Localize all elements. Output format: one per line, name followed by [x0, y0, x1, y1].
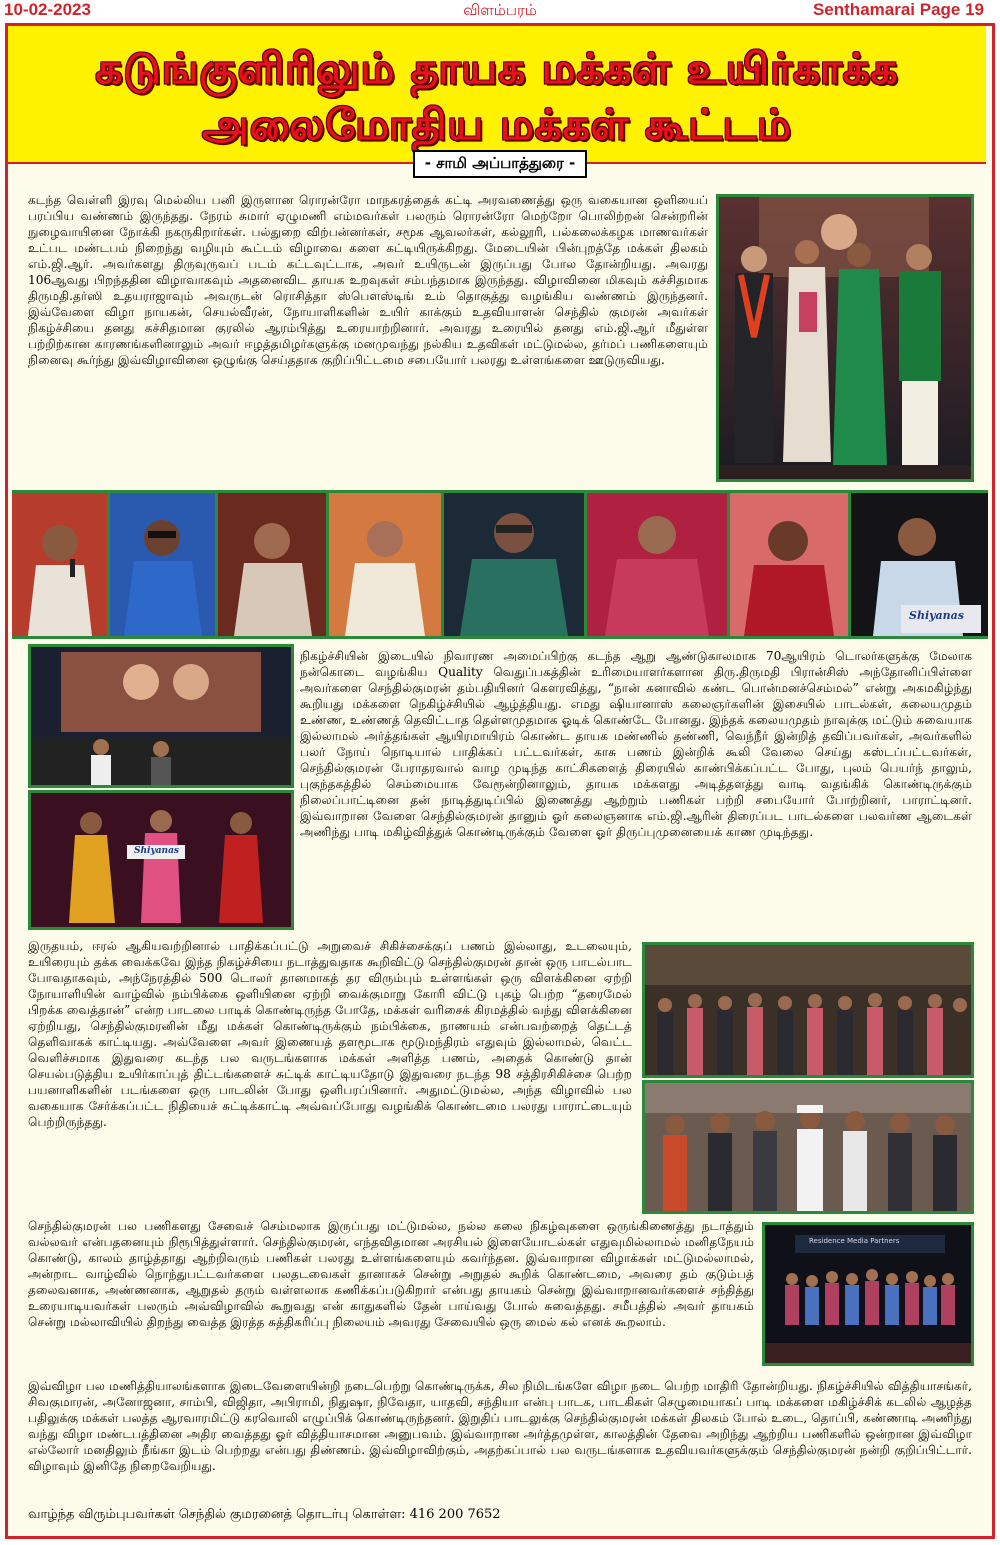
photo-stage-mgr-backdrop	[28, 644, 294, 788]
section-label: விளம்பரம்	[463, 1, 537, 19]
article-paragraph-1	[28, 192, 708, 482]
photo-mgr-costume-group	[642, 1080, 974, 1214]
singers-photo-strip	[12, 490, 988, 639]
singer-photo-3	[218, 493, 326, 636]
issue-date: 10-02-2023	[4, 0, 91, 19]
singer-photo-7	[730, 493, 848, 636]
headline-line-2: அலைமோதிய மக்கள் கூட்டம்	[202, 100, 792, 149]
headline-banner	[8, 26, 986, 164]
stage-banner-text: Shiyanas	[134, 846, 179, 856]
photo-lamp-lighting-crowd	[642, 942, 974, 1078]
headline-line-1: கடுங்குளிரிலும் தாயக மக்கள் உயிர்காக்க	[95, 44, 899, 93]
singer-photo-4	[329, 493, 441, 636]
hall-banner-text: Residence Media Partners	[809, 1237, 900, 1245]
photo-hall-group	[762, 1222, 974, 1366]
keyboard-brand-text: Shiyanas	[909, 609, 964, 622]
paragraph-4-text: செந்தில்குமரன் பல பணிகளது சேவைச் செம்மலாக இருப்பது மட்டுமல்ல, நல்ல கலை நிகழ்வுகளை ஒருங்கிணைத்து நடாத்தும் வல்லவர் என்பதனையும் நிரூபித்துள்ளார். செந்தில்குமரன், எந்தவிதமான அரசியல் இளையோடல்கள் எதுவுமில்லாமல் மனிதநேயம் கொண்டு, காலம் தாழ்த்தாது ஆற்றிவரும் பணிகள் பலரது உள்ளங்களையும் கவர்ந்தன. இவ்வாறான விழாக்கள் மட்டுமல்லாமல், அன்றாட வாழ்வில் நொந்துபட்டவர்களை பலதடவைகள் தானாகச் சென்று அறுதல் கூறிக் கொண்டமை, அவரை தம் குடும்பத் தலைவனாக, அண்ணனாக, ஆறுதல் தரும் வள்ளலாக கணிக்கப்படுகிறார் என்பது தாயகம் சென்று இவ்வாறானவர்களைச் சந்தித்து உரையாடியவர்கள் பலரும் அவ்விழாவில் கூறுவது என் காதுகளில் தேன் பாய்வது போல் சுவைத்தது. சமீபத்தில் அவர் தாயகம் சென்று மல்லாவியில் திறந்து வைத்த இரத்த சுத்திகரிப்பு நிலையம் அவரது சேவையில் ஒரு மைல் கல் எனக் கூறலாம்.	[28, 1219, 754, 1329]
publication-page: Senthamarai Page 19	[812, 0, 984, 19]
paragraph-1-text: கடந்த வெள்ளி இரவு மெல்லிய பனி இருளான ரொரன்ரோ மாநகரத்தைக் கட்டி அரவணைத்து ஒரு வகையான ஒளியைப் பரப்பிய வண்ணம் இருந்தது. நேரம் சுமார் ஏழுமணி எம்மவர்கள் பலரும் ரொரன்ரோ மெற்றோ பொலிற்றன் சென்றரின் நுழைவாயினை நோக்கி நகருகிறார்கள். பல்துறை விற்பன்னர்கள், சமூக ஆவலர்கள், கல்லூரி, பல்கலைக்கழக மாணவர்கள் உட்பட மண்டபம் நிறைந்து வழியும் கூட்டம் விழாவை களை கட்டியிருக்கிறது. மேடையின் பின்புறத்தே மக்கள் திலகம் எம்.ஜி.ஆர். அவர்களது திருவுருவப் படம் கட்டவுட்டாக, அவர் உயிருடன் இருப்பது போல தோன்றியது. அவரது 106ஆவது பிறந்ததின விழாவாகவும் அதனைவிட தாயக உறவுகள் சம்பந்தமாக இருந்தது. விழாவினை மிகவும் கச்சிதமாக திருமதி.தர்ஸி உதயராஜாவும் அவருடன் ரொசித்தா ஸ்பௌஸ்டிங் உம் தொகுத்து வழங்கிய வண்ணம் இருந்தனர். இவ்வேளை விழா நாயகன், செயல்வீரன், நோயாளிகளின் உயிர் காக்கும் உதவியாளன் செந்தில் குமரன் அவர்கள் நிகழ்ச்சியை தனது கச்சிதமான குரலில் ஆரம்பித்து உரையாற்றினார். அவரது உரையில் தனது எம்.ஜி.ஆர் மீதுள்ள பற்றிற்கான காரணங்களினாலும் அவர் ஈழத்தமிழர்களுக்கு மனமுவந்து நல்கிய உதவிகள் மட்டுமல்ல, தர்மப் பணிகளையும் நினைவு கூர்ந்து இவ்விழாவினை ஒழுங்கு செய்ததாக குறிப்பிட்டமை சபையோர் பலரது உள்ளங்களை ஊடுருவியது.	[28, 193, 708, 367]
byline: - சாமி அப்பாத்துரை -	[413, 150, 588, 178]
singer-photo-2	[110, 493, 215, 636]
singer-photo-6	[587, 493, 727, 636]
article-paragraph-5	[28, 1378, 972, 1506]
article-paragraph-3	[28, 938, 632, 1218]
paragraph-2-text: நிகழ்ச்சியின் இடையில் நிவாரண அமைப்பிற்கு கடந்த ஆறு ஆண்டுகாலமாக 70ஆயிரம் டொலர்களுக்கு மேலாக நன்கொடை வழங்கிய Quality வெதுப்பகத்தின் உரிமையாளர்களான திரு.திருமதி பிரான்சிஸ் அந்தோனிப்பிள்ளை அவர்களை செந்தில்குமரன் தம்பதியினர் கௌரவித்து, “நான் கனாவில் கண்ட பொன்மனச்செம்மல்” என்று அகமகிழ்ந்து கூறியது மக்களை நெகிழ்ச்சியில் ஆழ்த்தியது. எமது ஷியானாஸ் கலைஞர்களின் இசையில் பாடல்கள், கலையமுதம் உண்ண, உண்ணத் தெவிட்டாத தெள்ளமுதமாக ஓடிக் கொண்டே போனது. இந்தக் கலையமுதம் நாவுக்கு மட்டும் சுவையாக இல்லாமல் அர்த்தங்கள் ஆயிரமாயிரம் கொண்ட தாயக மண்ணில் தண்ணி, வெந்நீர் இன்றித் தவிப்பவர்கள், அவர்களில் பலர் நோய் நொடியால் பாதிக்கப் பட்டவர்கள், காசு பணம் இன்றிக் கூலி வேலை செய்து கஸ்டப்பட்டவர்கள், செந்தில்குமரன் பேராதரவால் வாழ முடிந்த காட்சிகளைத் திரையில் காண்பிக்கப்பட்ட போது, புலம் பெயர்ந் தாலும், புகுந்தகத்தில் செம்மையாக வேரூன்றினாலும், தாயக மக்களது அடித்தளத்து வாடி வதங்கிக் கொண்டிருக்கும் நிலைப்பாட்டினை தன் நாடித்துடிப்பில் இணைத்து ஆற்றும் பணிகள் பற்றி சபையோர் போற்றினர், பாராட்டினர். இவ்வாறான வேளை செந்தில்குமரன் தானும் ஓர் கலைஞனாக எம்.ஜி.ஆரின் திரைப்பட பாடல்களை பலவர்ண ஆடைகள் அணிந்து பாடி மகிழ்வித்துக் கொண்டிருக்கும் வேளை ஓர் திருப்புமுனையைக் காண முடிந்தது.	[300, 649, 972, 839]
photo-singers-on-stage	[28, 790, 294, 930]
byline-wrap	[0, 150, 1000, 178]
singer-photo-8	[851, 493, 988, 636]
singer-photo-1	[12, 493, 107, 636]
photo-stage-group-image	[719, 197, 971, 479]
page-header	[0, 0, 1000, 22]
paragraph-3-text: இருதயம், ஈரல் ஆகியவற்றினால் பாதிக்கப்பட்டு அறுவைச் சிகிச்சைக்குப் பணம் இல்லாது, உடலையும், உயிரையும் தக்க வைக்கவே இந்த நிகழ்ச்சியை நடாத்துவதாக கூறிவிட்டு செந்தில்குமரன் தான் ஒரு பாடல்பாட போவதாகவும், அந்நேரத்தில் 500 டொலர் தானமாகத் தர விரும்பும் உள்ளங்கள் ஒரு விளக்கினை ஏற்றி நோயாளியின் வாழ்வில் நம்பிக்கை ஒளியினை ஏற்றி வைக்குமாறு கோரி விட்டு புகழ் பெற்ற “தரைமேல் பிறக்க வைத்தான்” என்ற பாடலை பாடிக் கொண்டிருந்த போதே, மக்கள் வரிசைக் கிரமத்தில் வந்து விளக்கினை ஏற்றியது, செந்தில்குமரனின் மீது மக்கள் கொண்டிருக்கும் நம்பிக்கை, நாணயம் என்பவற்றைத் தெட்டத் தெளிவாகக் காட்டியது. அவ்வேளை அவர் இணையத் தளமூடாக மூடுமந்திரம் எதுவும் இல்லாமல், வெட்ட வெளிச்சமாக இதுவரை கடந்த பல வருடங்களாக மக்கள் அளித்த பணம், அதைக் கொண்டு தான் செயல்படுத்திய உயிர்காப்புத் திட்டங்களைச் சுட்டிக் காட்டியதோடு இதுவரை நடந்த 98 சத்திரசிகிச்சை பெற்ற பயனாளிகளின் படங்களை ஒரு பாடலின் போது ஒளிபரப்பினார். அதுமட்டுமல்ல, அந்த விழாவில் பல வகையாக சேர்க்கப்பட்ட நிதியைச் சுட்டிக்காட்டி அவ்வப்போது வழங்கிக் கொண்டமை பலரது பாராட்டையும் பெற்றிருந்தது.	[28, 939, 632, 1129]
contact-line: வாழ்ந்த விரும்புபவர்கள் செந்தில் குமரனைத் தொடர்பு கொள்ள: 416 200 7652	[28, 1507, 501, 1522]
paragraph-5-text: இவ்விழா பல மணித்தியாலங்களாக இடைவேளையின்றி நடைபெற்று கொண்டிருக்க, சில நிமிடங்களே விழா நடை பெற்ற மாதிரி தோன்றியது. நிகழ்ச்சியில் வித்தியாசங்கர், சிவகுமாரன், அனோஜனா, சாம்பி, விஜிதா, அபிராமி, நிதுஷா, நிவேதா, யாதவி, சந்தியா என்பு பாடக, பாடகிகள் செழுமையாகப் பாடி மக்களை மகிழ்ச்சிக் கடலில் ஆழத்த பதிலுக்கு மக்கள் பலத்த ஆரவாரமிட்டு கரவொலி எழுப்பிக் கொண்டிருந்தனர். இறுதிப் பாடலுக்கு செந்தில்குமரன் மக்கள் திலகம் போல் உடை, தொப்பி, கண்ணாடி அணிந்து வந்து விழா மண்டபத்தினை அதிர வைத்தது ஓர் வித்தியாசமான அனுபவம். இவ்வாறான அர்த்தமுள்ள, காலத்தின் தேவை அறிந்து ஆற்றிய பணிகளில் ஒன்றான இவ்விழா எல்லோர் மனதிலும் நீங்கா இடம் பெற்றது என்பது திண்ணம். இவ்விழாவிற்கும், அதற்கப்பால் பல வருடங்களாக உதவியவர்களுக்கும் செந்தில்குமரன் நன்றி குறிப்பிட்டார். விழாவும் இனிதே நிறைவேறியது.	[28, 1379, 972, 1473]
singer-photo-5	[444, 493, 584, 636]
article-paragraph-2	[300, 648, 972, 938]
photo-stage-group	[716, 194, 974, 482]
article-paragraph-4	[28, 1218, 754, 1378]
